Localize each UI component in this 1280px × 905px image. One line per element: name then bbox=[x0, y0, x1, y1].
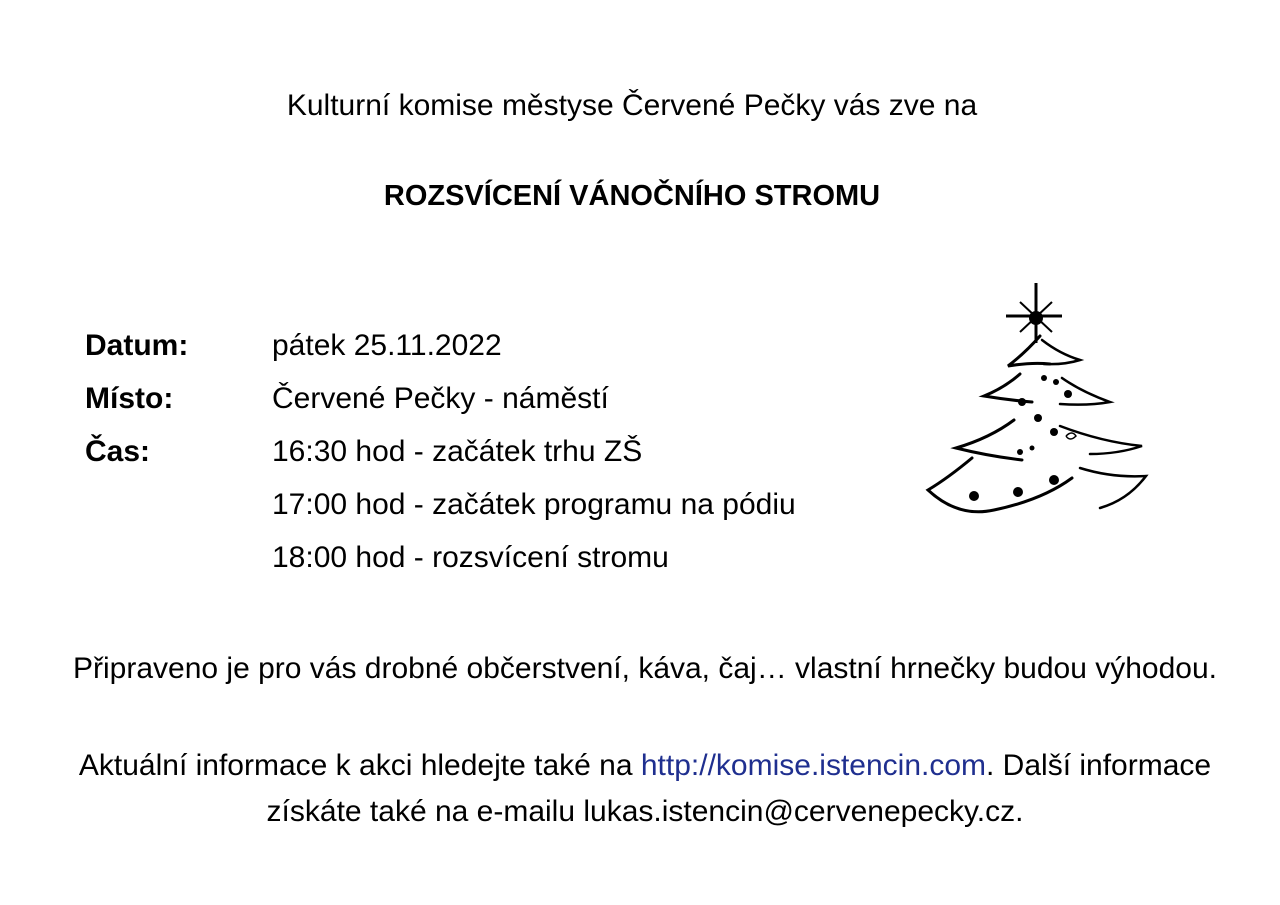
time-value-3: 18:00 hod - rozsvícení stromu bbox=[272, 541, 669, 574]
christmas-tree-icon bbox=[922, 278, 1154, 528]
website-link[interactable]: http://komise.istencin.com bbox=[640, 749, 987, 782]
info-note bbox=[60, 743, 1230, 835]
time-value-2: 17:00 hod - začátek programu na pódiu bbox=[272, 488, 796, 521]
refreshments-note: Připraveno je pro vás drobné občerstvení, káva, čaj… vlastní hrnečky budou výhodou. bbox=[73, 652, 1217, 685]
place-label: Místo: bbox=[85, 382, 174, 415]
place-value: Červené Pečky - náměstí bbox=[272, 382, 609, 415]
invitation-intro: Kulturní komise městyse Červené Pečky vás zve na bbox=[286, 89, 978, 122]
time-label: Čas: bbox=[85, 435, 151, 468]
event-title: ROZSVÍCENÍ VÁNOČNÍHO STROMU bbox=[383, 180, 881, 212]
info-text-before: Aktuální informace k akci hledejte také na bbox=[78, 749, 641, 782]
info-text-after: . Další informace získáte také na e-mailu lukas.istencin@cervenepecky.cz. bbox=[266, 749, 1212, 828]
star-icon bbox=[1006, 283, 1062, 343]
date-label: Datum: bbox=[85, 329, 189, 362]
date-value: pátek 25.11.2022 bbox=[272, 329, 502, 362]
time-value-1: 16:30 hod - začátek trhu ZŠ bbox=[272, 435, 643, 468]
